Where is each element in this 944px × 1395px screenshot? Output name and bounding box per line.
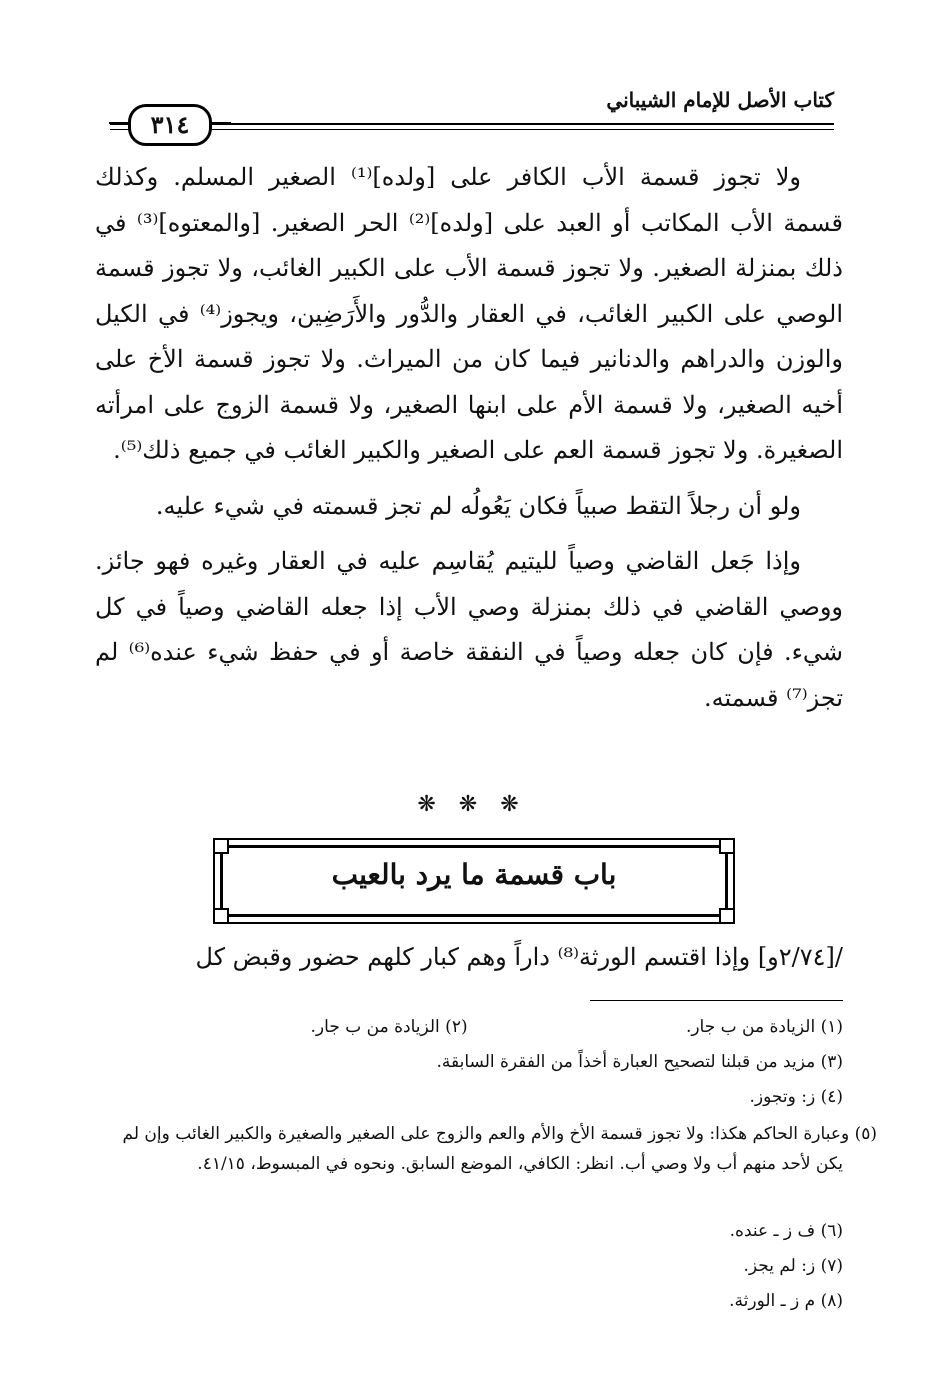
footnote-7: (٧) ز: لم يجز. <box>743 1256 843 1276</box>
chapter-heading-box <box>213 838 735 924</box>
footnote-5: (٥) وعبارة الحاكم هكذا: ولا تجوز قسمة الأخ والأم والعم والزوج على الصغير والصغيرة والكبير الغائب وإن لم يكن لأحد منهم أب ولا وصي أب. انظر: الكافي، الموضع السابق. ونحوه في المبسوط، ٤١/١٥. <box>122 1124 877 1174</box>
paragraph-3: وإذا جَعل القاضي وصياً لليتيم يُقاسِم عليه في العقار وغيره فهو جائز. ووصي القاضي في ذلك بمنزلة وصي الأب إذا جعله القاضي وصياً في كل شيء. فإن كان جعله وصياً في النفقة خاصة أو في حفظ شيء عنده⁽⁶⁾ لم تجز⁽⁷⁾ قسمته. <box>95 547 844 712</box>
page-number: ٣١٤ <box>128 104 212 146</box>
header-rule-thin <box>110 129 834 130</box>
footnote-1: (١) الزيادة من ب جار. <box>685 1017 843 1037</box>
footnote-row-1-2 <box>95 1014 843 1041</box>
chapter-title: باب قسمة ما يرد بالعيب <box>331 858 617 891</box>
paragraph-1: ولا تجوز قسمة الأب الكافر على [ولده]⁽¹⁾ الصغير المسلم. وكذلك قسمة الأب المكاتب أو العبد على [ولده]⁽²⁾ الحر الصغير. [والمعتوه]⁽³⁾ في ذلك بمنزلة الصغير. ولا تجوز قسمة الأب على الكبير الغائب، ولا تجوز قسمة الوصي على الكبير الغائب، في العقار والدُّور والأَرَضِين، ويجوز⁽⁴⁾ في الكيل والوزن والدراهم والدنانير فيما كان من الميراث. ولا تجوز قسمة الأخ على أخيه الصغير، ولا قسمة الأم على ابنها الصغير، ولا قسمة الزوج على امرأته الصغيرة. ولا تجوز قسمة العم على الصغير والكبير الغائب في جميع ذلك⁽⁵⁾. <box>95 163 844 464</box>
book-title: كتاب الأصل للإمام الشيباني <box>606 88 834 112</box>
footnote-3: (٣) مزيد من قبلنا لتصحيح العبارة أخذاً من الفقرة السابقة. <box>436 1052 843 1072</box>
paragraph-2: ولو أن رجلاً التقط صبياً فكان يَعُولُه لم تجز قسمته في شيء عليه. <box>155 491 801 520</box>
footnote-4: (٤) ز: وتجوز. <box>749 1087 843 1107</box>
chapter-opening-line: /[٢/٧٤و] وإذا اقتسم الورثة⁽⁸⁾ داراً وهم كبار كلهم حضور وقبض كل <box>195 943 843 971</box>
footnote-6: (٦) ف ز ـ عنده. <box>729 1221 843 1241</box>
footnote-8: (٨) م ز ـ الورثة. <box>729 1291 843 1311</box>
section-separator: ❋ ❋ ❋ <box>417 792 527 817</box>
main-text <box>95 155 843 731</box>
footnote-2: (٢) الزيادة من ب جار. <box>310 1017 468 1037</box>
footnote-rule <box>590 1000 843 1001</box>
